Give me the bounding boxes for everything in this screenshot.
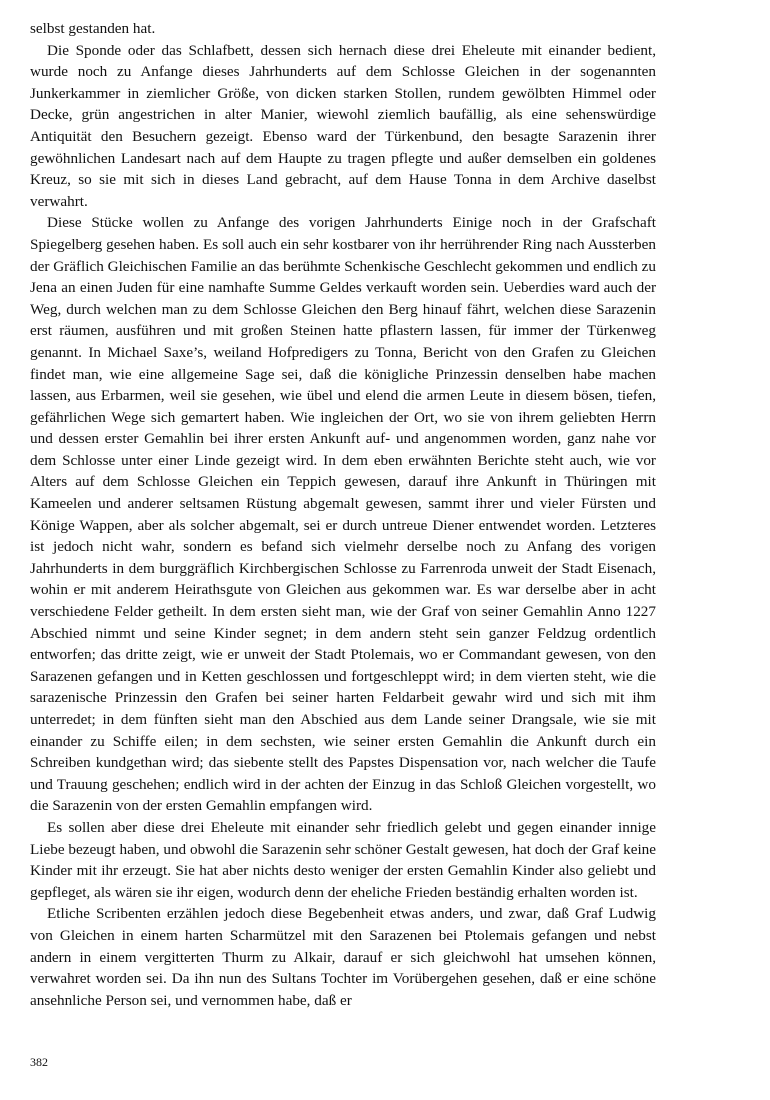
paragraph-scribenten: Etliche Scribenten erzählen jedoch diese Begebenheit etwas anders, und zwar, daß Graf Ludwig von Gleichen in einem harten Scharmützel mit den Sarazenen bei Ptolemais gefangen und nebst andern in einem vergitterten Thurm zu Alkair, darauf er sich gleichwohl hat umsehen können, verwahret worden sei. Da ihn nun des Sultans Tochter im Vorübergehen gesehen, daß er eine schöne ansehnliche Person sei, und vernommen habe, daß er bbox=[30, 905, 656, 1009]
paragraph-stuecke: Diese Stücke wollen zu Anfange des vorigen Jahrhunderts Einige noch in der Grafschaft Spiegelberg gesehen haben. Es soll auch ein sehr kostbarer von ihr herrührender Ring nach Aussterben der Gräflich Gleichischen Familie an das berühmte Schenkische Geschlecht gekommen und endlich zu Jena an einen Juden für eine namhafte Summe Geldes verkauft worden sein. Ueberdies ward auch der Weg, durch welchen man zu dem Schlosse Gleichen den Berg hinauf fährt, welchen diese Sarazenin erst räumen, ausführen und mit großen Steinen hatte pflastern lassen, für immer der Türkenweg genannt. In Michael Saxe’s, weiland Hofpredigers zu Tonna, Bericht von den Grafen zu Gleichen findet man, wie eine allgemeine Sage sei, daß die königliche Prinzessin denselben habe machen lassen, aus Erbarmen, weil sie gesehen, wie übel und elend die armen Leute in diesem bösen, tiefen, gefährlichen Wege sich gemartert haben. Wie ingleichen der Ort, wo sie von ihrem geliebten Herrn und dessen erster Gemahlin bei ihrer ersten Ankunft auf- und angenommen worden, ganz nahe vor dem Schlosse unter einer Linde gezeigt wird. In dem eben erwähnten Berichte steht auch, wie vor Alters auf dem Schlosse Gleichen ein Teppich gewesen, darauf ihre Ankunft in Thüringen mit Kameelen und anderer seltsamen Rüstung abgemalt gewesen, sammt ihrer und vieler Fürsten und Könige Wappen, aber als solcher abgemalt, sei er durch untreue Diener entwendet worden. Letzteres ist jedoch nicht wahr, sondern es befand sich vielmehr derselbe noch zu Anfang des vorigen Jahrhunderts in dem burggräflich Kirchbergischen Schlosse zu Farrenroda unweit der Stadt Eisenach, wohin er mit anderem Heirathsgute von Gleichen aus gekommen war. Es war derselbe aber in acht verschiedene Felder getheilt. In dem ersten sieht man, wie der Graf von seiner Gemahlin Anno 1227 Abschied nimmt und seine Kinder segnet; in dem andern steht sein ganzer Feldzug ordentlich entworfen; das dritte zeigt, wie er unweit der Stadt Ptolemais, wo er Commandant gewesen, von den Sarazenen gefangen und in Ketten geschlossen und fortgeschleppt wird; in dem vierten steht, wie die sarazenische Prinzessin den Grafen bei seiner harten Feldarbeit gewahr wird und sich mit ihm unterredet; in dem fünften sieht man den Abschied aus dem Lande seiner Drangsale, wie sie mit einander zu Schiffe eilen; in dem sechsten, wie seiner ersten Gemahlin die Ankunft durch ein Schreiben kundgethan wird; das siebente stellt des Papstes Dispensation vor, nach welcher die Taufe und Trauung geschehen; endlich wird in der achten der Einzug in das Schloß Gleichen vorgestellt, wo die Sarazenin von der ersten Gemahlin empfangen wird. bbox=[30, 214, 656, 815]
paragraph-eheleute: Es sollen aber diese drei Eheleute mit einander sehr friedlich gelebt und gegen einander innige Liebe bezeugt haben, und obwohl die Sarazenin sehr schöner Gestalt gewesen, hat doch der Graf keine Kinder mit ihr erzeugt. Sie hat aber nichts desto weniger der ersten Gemahlin Kinder also geliebt und gepfleget, als wären sie ihr eigen, wodurch denn der eheliche Frieden beständig erhalten worden ist. bbox=[30, 818, 656, 901]
page-number: 382 bbox=[30, 1055, 48, 1069]
paragraph-sponde: Die Sponde oder das Schlafbett, dessen sich hernach diese drei Eheleute mit einander bedient, wurde noch zu Anfange dieses Jahrhunderts auf dem Schlosse Gleichen in der sogenannten Junkerkammer in ziemlicher Größe, von dicken starken Stollen, rundem gewölbten Himmel oder Decke, grün angestrichen in alter Manier, wiewohl ziemlich baufällig, als eine sehenswürdige Antiquität den Besuchern gezeigt. Ebenso ward der Türkenbund, den besagte Sarazenin ihrer gewöhnlichen Landesart nach auf dem Haupte zu tragen pflegte und außer demselben ein goldenes Kreuz, so sie mit sich in dieses Land gebracht, auf dem Hause Tonna in dem Archive daselbst verwahrt. bbox=[30, 41, 656, 210]
page-body bbox=[30, 18, 656, 1011]
paragraph-continuation: selbst gestanden hat. bbox=[30, 20, 156, 37]
